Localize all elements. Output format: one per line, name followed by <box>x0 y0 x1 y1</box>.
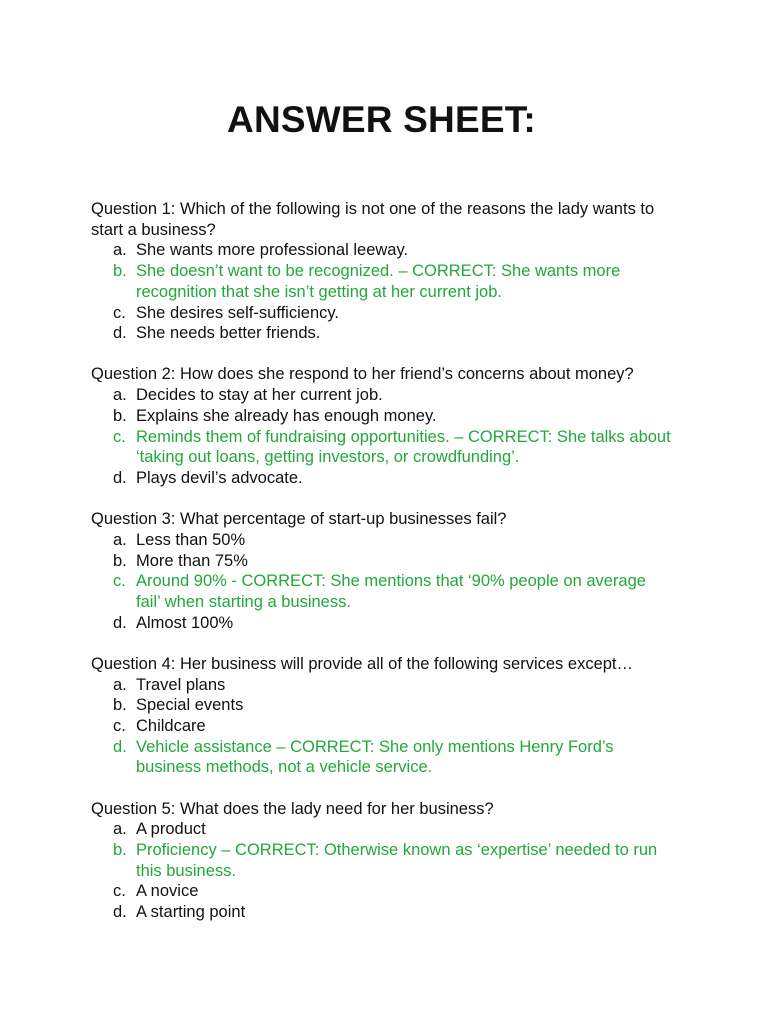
option-letter: a. <box>113 530 127 549</box>
option-letter: b. <box>113 406 127 425</box>
answer-option <box>91 902 672 923</box>
answer-options <box>91 385 672 489</box>
option-text: Proficiency – CORRECT: Otherwise known as ‘expertise’ needed to run this business. <box>136 840 658 880</box>
answer-option <box>91 468 672 489</box>
option-letter: d. <box>113 737 127 756</box>
question-4 <box>91 654 672 778</box>
question-1 <box>91 199 672 344</box>
option-letter: c. <box>113 427 126 446</box>
answer-option <box>91 530 672 551</box>
question-text: Question 2: How does she respond to her friend’s concerns about money? <box>91 365 634 384</box>
option-letter: c. <box>113 716 126 735</box>
option-letter: d. <box>113 903 127 922</box>
correct-answer-option <box>91 571 672 612</box>
answer-option <box>91 881 672 902</box>
answer-option <box>91 551 672 572</box>
answer-option <box>91 695 672 716</box>
answer-option <box>91 240 672 261</box>
option-letter: b. <box>113 696 127 715</box>
option-text: A product <box>136 820 206 839</box>
correct-answer-option <box>91 261 672 302</box>
correct-answer-option <box>91 840 672 881</box>
answer-option <box>91 323 672 344</box>
option-letter: b. <box>113 840 127 859</box>
option-text: Special events <box>136 696 244 715</box>
question-text: Question 4: Her business will provide all of the following services except… <box>91 654 634 673</box>
correct-answer-option <box>91 427 672 468</box>
answer-options <box>91 530 672 634</box>
option-letter: a. <box>113 386 127 405</box>
answer-options <box>91 240 672 344</box>
answer-options <box>91 675 672 779</box>
question-5 <box>91 799 672 923</box>
option-text: More than 75% <box>136 551 248 570</box>
option-letter: c. <box>113 303 126 322</box>
option-text: Less than 50% <box>136 530 246 549</box>
question-2 <box>91 364 672 488</box>
option-letter: b. <box>113 262 127 281</box>
answer-option <box>91 675 672 696</box>
option-letter: a. <box>113 241 127 260</box>
option-text: Travel plans <box>136 675 226 694</box>
option-text: Reminds them of fundraising opportunities. – CORRECT: She talks about ‘taking out loans, getting investors, or crowdfunding’. <box>136 427 671 467</box>
answer-option <box>91 613 672 634</box>
answer-option <box>91 303 672 324</box>
option-text: Plays devil’s advocate. <box>136 468 303 487</box>
answer-options <box>91 819 672 923</box>
option-text: Explains she already has enough money. <box>136 406 437 425</box>
option-text: Around 90% - CORRECT: She mentions that ‘90% people on average fail’ when starting a business. <box>136 572 646 611</box>
answer-option <box>91 385 672 406</box>
option-text: She doesn’t want to be recognized. – CORRECT: She wants more recognition that she isn’t getting at her current job. <box>136 262 621 301</box>
option-letter: d. <box>113 613 127 632</box>
answer-option <box>91 716 672 737</box>
option-text: Vehicle assistance – CORRECT: She only mentions Henry Ford’s business methods, not a vehicle service. <box>136 737 614 777</box>
question-list <box>91 199 672 923</box>
option-letter: d. <box>113 324 127 343</box>
correct-answer-option <box>91 737 672 778</box>
option-text: A starting point <box>136 903 246 922</box>
question-text: Question 3: What percentage of start-up businesses fail? <box>91 510 507 529</box>
option-text: She needs better friends. <box>136 324 321 343</box>
option-text: She wants more professional leeway. <box>136 241 409 260</box>
answer-option <box>91 819 672 840</box>
page-title: ANSWER SHEET: <box>227 99 536 140</box>
option-letter: c. <box>113 572 126 591</box>
option-letter: c. <box>113 882 126 901</box>
option-text: She desires self-sufficiency. <box>136 303 339 322</box>
option-letter: b. <box>113 551 127 570</box>
question-text: Question 1: Which of the following is not one of the reasons the lady wants to start a business? <box>91 200 655 239</box>
option-letter: a. <box>113 675 127 694</box>
option-letter: a. <box>113 820 127 839</box>
option-text: Almost 100% <box>136 613 234 632</box>
option-letter: d. <box>113 468 127 487</box>
option-text: Childcare <box>136 716 206 735</box>
option-text: Decides to stay at her current job. <box>136 386 383 405</box>
option-text: A novice <box>136 882 199 901</box>
question-text: Question 5: What does the lady need for her business? <box>91 799 494 818</box>
question-3 <box>91 509 672 633</box>
answer-option <box>91 406 672 427</box>
